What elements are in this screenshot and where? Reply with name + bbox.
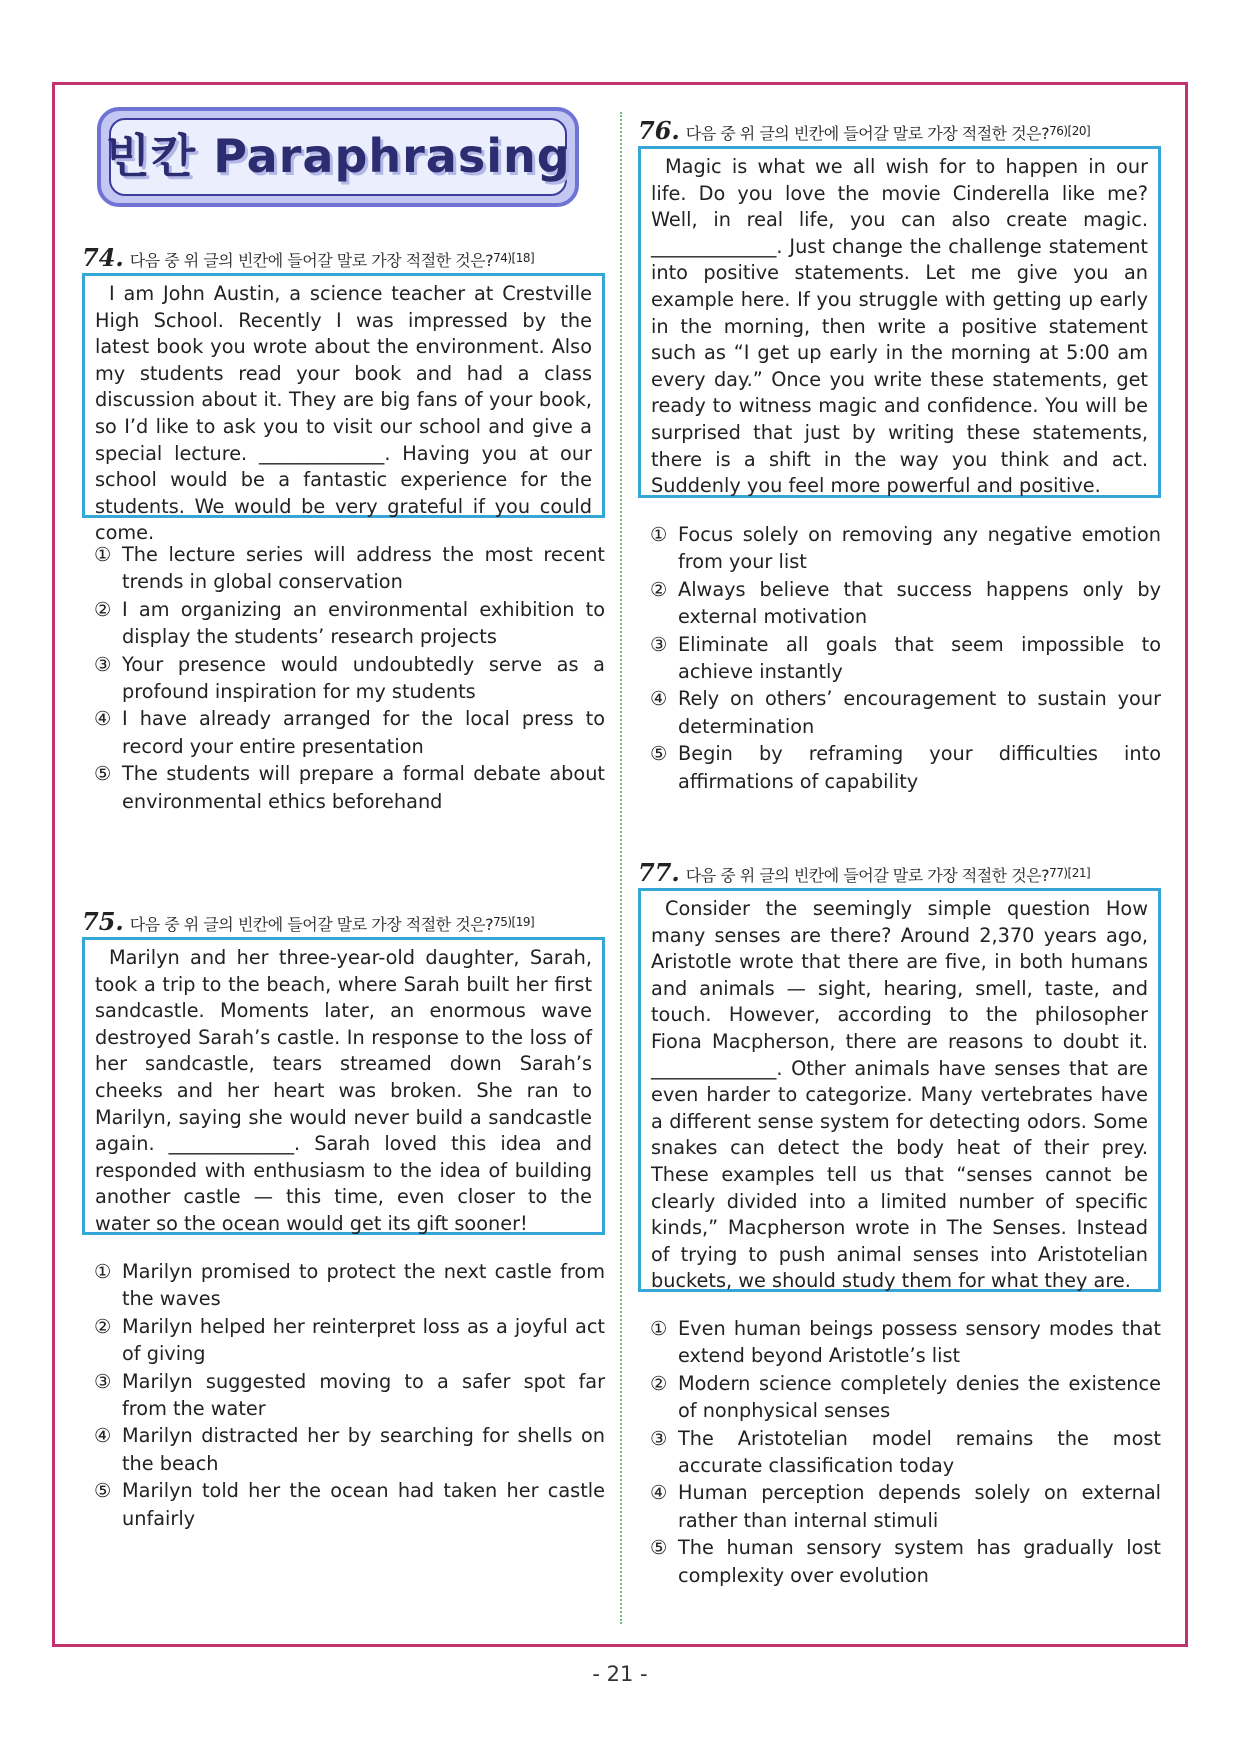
option-text: Human perception depends solely on external rather than internal stimuli xyxy=(678,1481,1161,1532)
question-77-options xyxy=(650,1315,1161,1589)
option-text: The lecture series will address the most recent trends in global conservation xyxy=(122,543,605,594)
option-3[interactable] xyxy=(94,1368,605,1423)
option-text: Rely on others’ encouragement to sustain your determination xyxy=(678,687,1161,738)
question-prompt: 다음 중 위 글의 빈칸에 들어갈 말로 가장 적절한 것은? xyxy=(685,124,1050,143)
question-77-passage xyxy=(638,888,1161,1292)
option-4[interactable] xyxy=(650,1479,1161,1534)
option-mark: ① xyxy=(94,1260,112,1283)
option-mark: ④ xyxy=(650,1481,668,1505)
option-text: Always believe that success happens only by external motivation xyxy=(678,577,1161,629)
option-2[interactable] xyxy=(94,596,605,651)
question-number: 77. xyxy=(638,858,680,887)
option-mark: ③ xyxy=(94,652,112,676)
page-number: - 21 - xyxy=(592,1662,648,1686)
question-77-header xyxy=(638,858,1090,887)
question-75-options xyxy=(94,1258,605,1532)
option-mark: ⑤ xyxy=(650,1536,668,1560)
option-mark: ② xyxy=(94,597,112,621)
question-75-passage xyxy=(82,937,605,1235)
option-text: The human sensory system has gradually lost complexity over evolution xyxy=(678,1536,1161,1587)
option-5[interactable] xyxy=(650,1534,1161,1589)
option-text: Even human beings possess sensory modes that extend beyond Aristotle’s list xyxy=(678,1317,1161,1368)
option-mark: ③ xyxy=(94,1369,112,1393)
option-3[interactable] xyxy=(650,1425,1161,1480)
section-title-badge xyxy=(97,107,579,207)
option-mark: ② xyxy=(94,1314,112,1338)
question-74-passage xyxy=(82,273,605,545)
passage-text: Magic is what we all wish for to happen in our life. Do you love the movie Cinderella like me? Well, in real life, you can also create magic. _____________. Just change the challenge statement into positive statements. Let me give you an example here. If you struggle with getting up early in the morning, then write a positive statement such as “I get up early in the morning at 5:00 am every day.” Once you write these statements, get ready to witness magic and confidence. You will be surprised that just by writing these statements, there is a shift in the way you think and act. Suddenly you feel more powerful and positive. xyxy=(651,155,1148,498)
question-ref: 76)[20] xyxy=(1049,124,1091,138)
option-text: Marilyn suggested moving to a safer spot far from the water xyxy=(122,1369,605,1421)
option-mark: ② xyxy=(650,577,668,601)
option-3[interactable] xyxy=(650,631,1161,686)
option-mark: ① xyxy=(94,543,112,566)
option-1[interactable] xyxy=(650,521,1161,576)
option-text: Marilyn distracted her by searching for shells on the beach xyxy=(122,1424,605,1475)
question-ref: 75)[19] xyxy=(493,915,535,929)
option-5[interactable] xyxy=(650,740,1161,795)
option-text: Marilyn promised to protect the next castle from the waves xyxy=(122,1260,605,1311)
option-mark: ⑤ xyxy=(650,742,668,766)
question-76-passage xyxy=(638,146,1161,498)
question-75-header xyxy=(82,907,534,936)
question-prompt: 다음 중 위 글의 빈칸에 들어갈 말로 가장 적절한 것은? xyxy=(129,251,494,270)
question-ref: 77)[21] xyxy=(1049,866,1091,880)
column-divider xyxy=(620,112,622,1624)
option-mark: ⑤ xyxy=(94,762,112,786)
option-mark: ④ xyxy=(94,1424,112,1448)
option-text: Modern science completely denies the existence of nonphysical senses xyxy=(678,1371,1161,1423)
option-text: Your presence would undoubtedly serve as a profound inspiration for my students xyxy=(122,652,605,704)
question-number: 74. xyxy=(82,243,124,272)
option-2[interactable] xyxy=(650,576,1161,631)
option-text: Eliminate all goals that seem impossible to achieve instantly xyxy=(678,632,1161,684)
option-text: The students will prepare a formal debate about environmental ethics beforehand xyxy=(122,762,605,813)
option-1[interactable] xyxy=(94,1258,605,1313)
option-1[interactable] xyxy=(94,541,605,596)
option-mark: ④ xyxy=(94,707,112,731)
question-prompt: 다음 중 위 글의 빈칸에 들어갈 말로 가장 적절한 것은? xyxy=(129,915,494,934)
question-76-options xyxy=(650,521,1161,795)
option-mark: ① xyxy=(650,523,668,546)
option-text: Begin by reframing your difficulties into affirmations of capability xyxy=(678,742,1161,793)
option-mark: ① xyxy=(650,1317,668,1340)
option-text: Marilyn told her the ocean had taken her castle unfairly xyxy=(122,1479,605,1530)
passage-text: Consider the seemingly simple question How many senses are there? Around 2,370 years ago, Aristotle wrote that there are five, in both humans and animals — sight, hearing, smell, taste, and touch. However, according to the philosopher Fiona Macpherson, there are reasons to doubt it. _____________. Other animals have senses that are even harder to categorize. Many vertebrates have a different sense system for detecting odors. Some snakes can detect the body heat of their prey. These examples tell us that “senses cannot be clearly divided into a limited number of specific kinds,” Macpherson wrote in The Senses. Instead of trying to push animal senses into Aristotelian buckets, we should study them for what they are. xyxy=(651,897,1148,1293)
option-text: Focus solely on removing any negative emotion from your list xyxy=(678,523,1161,574)
question-74-options xyxy=(94,541,605,815)
passage-text: I am John Austin, a science teacher at Crestville High School. Recently I was impressed by the latest book you wrote about the environment. Also my students read your book and had a class discussion about it. They are big fans of your book, so I’d like to ask you to visit our school and give a special lecture. _____________. Having you at our school would be a fantastic experience for the students. We would be very grateful if you could come. xyxy=(95,282,592,545)
option-2[interactable] xyxy=(94,1313,605,1368)
section-title: 빈칸 Paraphrasing xyxy=(105,129,571,183)
option-text: I am organizing an environmental exhibition to display the students’ research projects xyxy=(122,597,605,649)
option-mark: ② xyxy=(650,1371,668,1395)
question-ref: 74)[18] xyxy=(493,251,535,265)
option-5[interactable] xyxy=(94,760,605,815)
option-text: Marilyn helped her reinterpret loss as a joyful act of giving xyxy=(122,1314,605,1366)
question-number: 76. xyxy=(638,116,680,145)
option-4[interactable] xyxy=(94,705,605,760)
question-prompt: 다음 중 위 글의 빈칸에 들어갈 말로 가장 적절한 것은? xyxy=(685,866,1050,885)
option-text: The Aristotelian model remains the most accurate classification today xyxy=(678,1426,1161,1478)
option-4[interactable] xyxy=(650,685,1161,740)
option-mark: ④ xyxy=(650,687,668,711)
option-4[interactable] xyxy=(94,1422,605,1477)
question-number: 75. xyxy=(82,907,124,936)
passage-text: Marilyn and her three-year-old daughter, Sarah, took a trip to the beach, where Sarah built her first sandcastle. Moments later, an enormous wave destroyed Sarah’s castle. In response to the loss of her sandcastle, tears streamed down Sarah’s cheeks and her heart was broken. She ran to Marilyn, saying she would never build a sandcastle again. _____________. Sarah loved this idea and responded with enthusiasm to the idea of building another castle — this time, even closer to the water so the ocean would get its gift sooner! xyxy=(95,946,592,1235)
option-mark: ③ xyxy=(650,632,668,656)
option-5[interactable] xyxy=(94,1477,605,1532)
question-74-header xyxy=(82,243,534,272)
option-3[interactable] xyxy=(94,651,605,706)
option-text: I have already arranged for the local press to record your entire presentation xyxy=(122,707,605,758)
question-76-header xyxy=(638,116,1090,145)
option-1[interactable] xyxy=(650,1315,1161,1370)
option-2[interactable] xyxy=(650,1370,1161,1425)
option-mark: ③ xyxy=(650,1426,668,1450)
option-mark: ⑤ xyxy=(94,1479,112,1503)
